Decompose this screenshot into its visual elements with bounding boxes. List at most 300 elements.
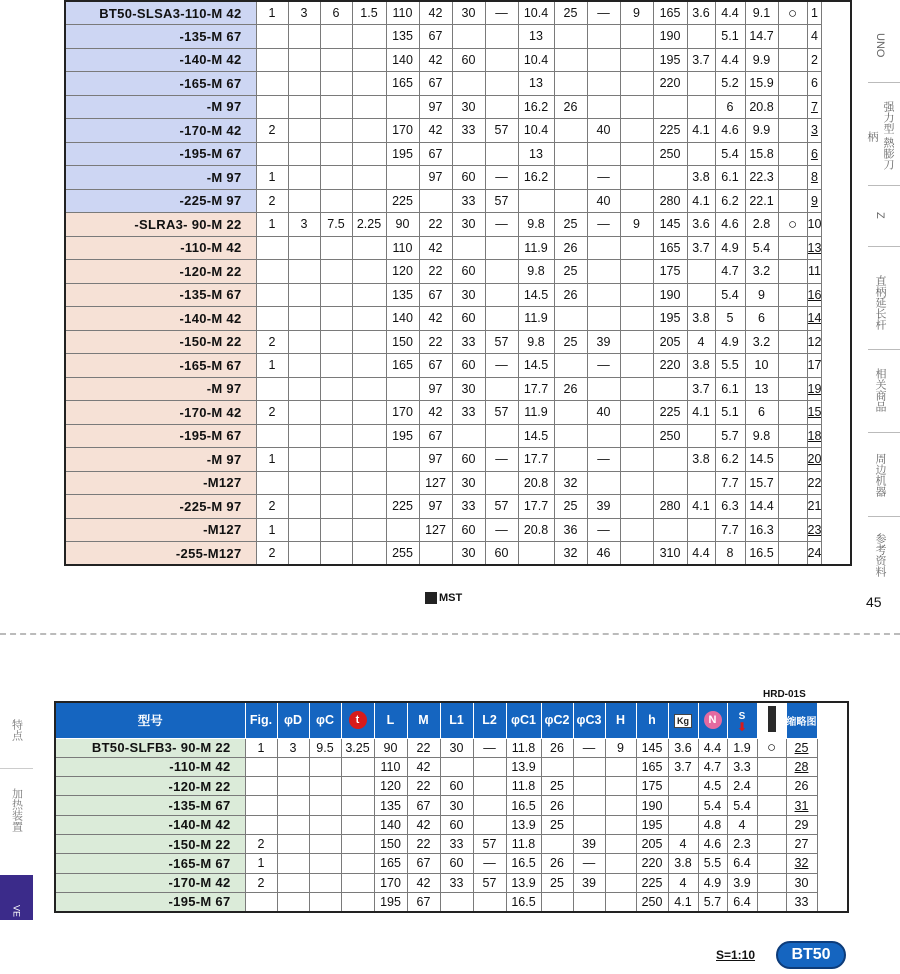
cell-h: 280 (653, 189, 687, 213)
cell-t (352, 471, 386, 495)
table-row (55, 815, 848, 834)
cell-fig (256, 307, 288, 331)
cell-c (320, 25, 352, 49)
cell-h: 220 (653, 354, 687, 378)
cell-c2: 25 (554, 495, 587, 519)
cell-l1 (452, 25, 485, 49)
cell-c (309, 796, 341, 815)
cell-fig (256, 236, 288, 260)
side-tab-reference[interactable]: 参考资料 (874, 533, 886, 577)
cell-c2 (554, 48, 587, 72)
header-n (698, 702, 727, 738)
cell-s: 6 (745, 307, 778, 331)
cell-c2: 26 (554, 95, 587, 119)
cell-d: 3 (288, 1, 320, 25)
cell-c (320, 236, 352, 260)
left-tab-heating[interactable]: 加热装置 (10, 788, 23, 832)
cell-ref[interactable]: 25 (786, 738, 817, 757)
cell-ref[interactable]: 8 (807, 166, 822, 190)
cell-m: 42 (407, 873, 440, 892)
cell-n: 7.7 (715, 518, 745, 542)
cell-h (620, 518, 653, 542)
cell-c1: 10.4 (518, 1, 554, 25)
table-row (65, 448, 851, 472)
table-row (65, 377, 851, 401)
cell-kg: 3.6 (687, 213, 715, 237)
cell-c2 (554, 401, 587, 425)
cell-fig (256, 48, 288, 72)
cell-ref[interactable]: 16 (807, 283, 822, 307)
cell-d (288, 518, 320, 542)
cell-ref[interactable]: 13 (807, 236, 822, 260)
cell-fig (256, 25, 288, 49)
side-tab-power[interactable]: 强力型 熱膨刀柄 (866, 101, 894, 171)
cell-s: 1.9 (727, 738, 757, 757)
header-d: φD (277, 702, 309, 738)
model-cell: -140-M 42 (65, 48, 256, 72)
cell-c3 (587, 377, 620, 401)
cell-fig: 1 (256, 1, 288, 25)
side-tab-uno[interactable]: UNO (874, 32, 886, 58)
cell-l2 (473, 892, 506, 911)
cell-c3: 39 (573, 834, 605, 853)
cell-c3: — (587, 518, 620, 542)
cell-d (288, 72, 320, 96)
cell-ref[interactable]: 33 (786, 892, 817, 911)
cell-ref[interactable]: 26 (786, 777, 817, 796)
cell-n: 4.6 (715, 213, 745, 237)
cell-l2: — (485, 166, 518, 190)
table-row (55, 738, 848, 757)
cell-n: 4.6 (698, 834, 727, 853)
left-tab-active[interactable] (0, 875, 33, 920)
header-model: 型号 (55, 702, 245, 738)
cell-ref[interactable]: 28 (786, 757, 817, 776)
cell-c (320, 189, 352, 213)
model-cell: -M 97 (65, 95, 256, 119)
cell-s: 6.4 (727, 854, 757, 873)
table-row (65, 1, 851, 25)
cell-t (352, 142, 386, 166)
cell-d (288, 25, 320, 49)
model-cell: BT50-SLFB3- 90-M 22 (55, 738, 245, 757)
left-tab-active-label: VE (11, 904, 22, 917)
cell-c: 7.5 (320, 213, 352, 237)
tab-divider (868, 246, 900, 247)
cell-h: 225 (636, 873, 668, 892)
cell-h (653, 166, 687, 190)
cell-ref[interactable]: 2 (807, 48, 822, 72)
cell-c1: 10.4 (518, 119, 554, 143)
model-cell: -195-M 67 (65, 424, 256, 448)
table-row (55, 757, 848, 776)
cell-c2 (554, 142, 587, 166)
cell-n: 8 (715, 542, 745, 566)
cell-s: 15.8 (745, 142, 778, 166)
cell-ref[interactable]: 23 (807, 518, 822, 542)
cell-kg: 4.1 (687, 189, 715, 213)
cell-t (352, 95, 386, 119)
cell-s: 15.7 (745, 471, 778, 495)
model-cell: -135-M 67 (55, 796, 245, 815)
cell-t (352, 189, 386, 213)
cell-t (352, 260, 386, 284)
cell-n: 5 (715, 307, 745, 331)
cell-l2 (473, 815, 506, 834)
cell-n: 5.5 (698, 854, 727, 873)
cell-h: 145 (653, 213, 687, 237)
cell-c1: 14.5 (518, 283, 554, 307)
cell-kg: 3.7 (668, 757, 698, 776)
cell-m (419, 189, 452, 213)
cell-l: 90 (374, 738, 407, 757)
cell-n: 4.8 (698, 815, 727, 834)
model-cell: -M 97 (65, 166, 256, 190)
cell-c2: 25 (554, 260, 587, 284)
cell-c3 (587, 307, 620, 331)
cell-fig (256, 471, 288, 495)
cell-c1: 9.8 (518, 330, 554, 354)
cell-s: 9.1 (745, 1, 778, 25)
cell-n: 4.6 (715, 119, 745, 143)
cell-n: 5.1 (715, 25, 745, 49)
table-row (65, 25, 851, 49)
cell-n: 6.1 (715, 166, 745, 190)
left-tab-features[interactable]: 特点 (10, 719, 23, 741)
model-cell: BT50-SLSA3-110-M 42 (65, 1, 256, 25)
cell-m: 127 (419, 518, 452, 542)
cell-ref[interactable]: 12 (807, 330, 822, 354)
cell-l2: — (473, 738, 506, 757)
cell-c2 (554, 354, 587, 378)
cell-ref[interactable]: 21 (807, 495, 822, 519)
cell-ref[interactable]: 29 (786, 815, 817, 834)
cell-c1: 14.5 (518, 354, 554, 378)
cell-l: 120 (386, 260, 419, 284)
logo-text: MST (439, 592, 463, 604)
cell-c2: 26 (541, 738, 573, 757)
cell-m: 22 (407, 738, 440, 757)
cell-s: 3.3 (727, 757, 757, 776)
tab-divider (0, 768, 33, 769)
cell-c3 (587, 471, 620, 495)
cell-d (277, 757, 309, 776)
cell-hrd (778, 377, 807, 401)
table-row (65, 236, 851, 260)
cell-ref[interactable]: 4 (807, 25, 822, 49)
cell-ref[interactable]: 15 (807, 401, 822, 425)
cell-h: 9 (620, 1, 653, 25)
cell-l1: 60 (452, 307, 485, 331)
cell-c2: 26 (541, 854, 573, 873)
cell-l2: — (473, 854, 506, 873)
cell-t (352, 542, 386, 566)
cell-ref[interactable]: 22 (807, 471, 822, 495)
cell-l1: 33 (452, 495, 485, 519)
cell-c3 (587, 25, 620, 49)
cell-fig: 2 (256, 330, 288, 354)
side-tab-z[interactable]: Z (874, 211, 886, 219)
cell-l1: 30 (440, 738, 473, 757)
cell-h: 190 (653, 283, 687, 307)
cell-kg: 3.7 (687, 236, 715, 260)
cell-c2: 26 (554, 377, 587, 401)
cell-d (277, 796, 309, 815)
cell-c1: 13 (518, 142, 554, 166)
cell-l: 165 (386, 354, 419, 378)
cell-c (320, 542, 352, 566)
model-cell: -225-M 97 (65, 189, 256, 213)
cell-s: 2.8 (745, 213, 778, 237)
cell-c (320, 283, 352, 307)
cell-h: 195 (653, 48, 687, 72)
header-l2: L2 (473, 702, 506, 738)
cell-h: 165 (636, 757, 668, 776)
cell-c3: — (587, 354, 620, 378)
cell-d (277, 815, 309, 834)
cell-t (352, 377, 386, 401)
cell-s: 2.4 (727, 777, 757, 796)
cell-ref[interactable]: 31 (786, 796, 817, 815)
cell-l2: 57 (485, 189, 518, 213)
cell-h (620, 495, 653, 519)
cell-l1: 60 (440, 777, 473, 796)
left-navigation (0, 700, 33, 974)
cell-d (288, 142, 320, 166)
model-cell: -110-M 42 (65, 236, 256, 260)
model-cell: -195-M 67 (65, 142, 256, 166)
cell-c (320, 495, 352, 519)
cell-s: 3.2 (745, 330, 778, 354)
cell-h: 250 (653, 142, 687, 166)
model-cell: -165-M 67 (65, 354, 256, 378)
cell-c1: 13.9 (506, 815, 541, 834)
cell-h (620, 448, 653, 472)
table-row (65, 260, 851, 284)
cell-m: 97 (419, 95, 452, 119)
cell-c2: 36 (554, 518, 587, 542)
model-cell: -M127 (65, 518, 256, 542)
cell-c3 (587, 424, 620, 448)
cell-kg: 4.1 (687, 401, 715, 425)
cell-h (605, 834, 636, 853)
cell-c2: 25 (554, 330, 587, 354)
cell-n: 6.2 (715, 189, 745, 213)
cell-h (620, 330, 653, 354)
cell-h (620, 401, 653, 425)
logo-square-icon (425, 592, 437, 604)
model-cell: -170-M 42 (55, 873, 245, 892)
cell-hrd (757, 854, 786, 873)
cell-h: 165 (653, 1, 687, 25)
cell-c: 9.5 (309, 738, 341, 757)
header-c: φC (309, 702, 341, 738)
cell-ref[interactable]: 10 (807, 213, 822, 237)
cell-d (277, 873, 309, 892)
cell-l2 (485, 424, 518, 448)
cell-c3: — (573, 854, 605, 873)
cell-m: 22 (407, 834, 440, 853)
cell-c2: 25 (541, 815, 573, 834)
cell-fig (256, 95, 288, 119)
cell-n: 5.4 (698, 796, 727, 815)
cell-hrd (778, 542, 807, 566)
cell-c1: 11.8 (506, 777, 541, 796)
header-fig: Fig. (245, 702, 277, 738)
cell-d: 3 (277, 738, 309, 757)
side-tab-related[interactable]: 相关商品 (874, 368, 886, 412)
cell-ref[interactable]: 7 (807, 95, 822, 119)
cell-c1: 9.8 (518, 213, 554, 237)
cell-l1: 33 (452, 401, 485, 425)
cell-l1 (452, 236, 485, 260)
tab-divider (868, 516, 900, 517)
cell-ref[interactable]: 27 (786, 834, 817, 853)
cell-n: 6.2 (715, 448, 745, 472)
hrd-device-icon (768, 706, 776, 732)
cell-c1: 20.8 (518, 471, 554, 495)
cell-n: 4.4 (715, 1, 745, 25)
cell-s: 14.7 (745, 25, 778, 49)
cell-kg: 3.7 (687, 377, 715, 401)
cell-ref[interactable]: 24 (807, 542, 822, 566)
cell-m: 42 (419, 48, 452, 72)
cell-ref[interactable]: 11 (807, 260, 822, 284)
table-row (55, 873, 848, 892)
cell-fig: 1 (245, 738, 277, 757)
cell-h (605, 796, 636, 815)
cell-h: 175 (636, 777, 668, 796)
cell-d (288, 542, 320, 566)
cell-c3 (573, 777, 605, 796)
cell-l1: 30 (452, 213, 485, 237)
cell-l: 140 (386, 307, 419, 331)
cell-c (309, 834, 341, 853)
side-tab-peripheral[interactable]: 周边机器 (874, 453, 886, 497)
cell-n: 4.7 (698, 757, 727, 776)
cell-ref[interactable]: 14 (807, 307, 822, 331)
spec-table-top (64, 0, 852, 566)
cell-hrd (757, 757, 786, 776)
side-tab-extension[interactable]: 直柄延长杆 (874, 274, 886, 330)
cell-s: 9.9 (745, 119, 778, 143)
model-cell: -140-M 42 (55, 815, 245, 834)
model-cell: -120-M 22 (55, 777, 245, 796)
cell-h: 310 (653, 542, 687, 566)
t-icon: t (349, 711, 367, 729)
cell-h (620, 377, 653, 401)
cell-l1 (452, 72, 485, 96)
cell-m: 67 (419, 354, 452, 378)
cell-h: 220 (653, 72, 687, 96)
cell-fig: 2 (256, 401, 288, 425)
cell-d (288, 189, 320, 213)
cell-m: 22 (419, 260, 452, 284)
cell-h (605, 892, 636, 911)
cell-h: 165 (653, 236, 687, 260)
cell-d: 3 (288, 213, 320, 237)
cell-c1: 11.9 (518, 236, 554, 260)
cell-h (620, 283, 653, 307)
cell-l: 90 (386, 213, 419, 237)
model-cell: -M 97 (65, 377, 256, 401)
cell-s: 4 (727, 815, 757, 834)
table-row (65, 542, 851, 566)
cell-l: 165 (386, 72, 419, 96)
cell-c (320, 260, 352, 284)
cell-ref[interactable]: 6 (807, 142, 822, 166)
cell-c (309, 815, 341, 834)
cell-fig: 1 (245, 854, 277, 873)
cell-m: 42 (407, 757, 440, 776)
cell-c (320, 142, 352, 166)
cell-ref[interactable]: 6 (807, 72, 822, 96)
cell-ref[interactable]: 3 (807, 119, 822, 143)
cell-h (620, 48, 653, 72)
cell-kg: 3.8 (687, 354, 715, 378)
cell-t (352, 119, 386, 143)
cell-ref[interactable]: 1 (807, 1, 822, 25)
cell-l: 140 (374, 815, 407, 834)
cell-fig (256, 260, 288, 284)
cell-d (288, 448, 320, 472)
cell-h: 145 (636, 738, 668, 757)
cell-s: 5.4 (727, 796, 757, 815)
cell-c1 (518, 542, 554, 566)
model-cell: -135-M 67 (65, 283, 256, 307)
page-number: 45 (866, 594, 882, 610)
cell-m: 67 (419, 283, 452, 307)
cell-l2: — (485, 1, 518, 25)
cell-ref[interactable]: 18 (807, 424, 822, 448)
cell-ref[interactable]: 30 (786, 873, 817, 892)
cell-m: 67 (407, 796, 440, 815)
cell-c2: 26 (541, 796, 573, 815)
cell-t (352, 518, 386, 542)
cell-h (620, 119, 653, 143)
cell-kg (687, 424, 715, 448)
cell-m: 22 (419, 330, 452, 354)
cell-l2 (473, 777, 506, 796)
cell-d (288, 95, 320, 119)
table-row (65, 330, 851, 354)
cell-c2 (541, 892, 573, 911)
cell-l2 (485, 471, 518, 495)
cell-c3: — (587, 1, 620, 25)
cell-t (341, 796, 374, 815)
cell-kg: 4.4 (687, 542, 715, 566)
model-cell: -195-M 67 (55, 892, 245, 911)
cell-n: 5.5 (715, 354, 745, 378)
cell-ref[interactable]: 17 (807, 354, 822, 378)
cell-ref[interactable]: 32 (786, 854, 817, 873)
cell-h (620, 236, 653, 260)
cell-ref[interactable]: 9 (807, 189, 822, 213)
cell-m: 67 (419, 72, 452, 96)
cell-d (288, 330, 320, 354)
cell-fig (245, 796, 277, 815)
cell-l1: 30 (440, 796, 473, 815)
cell-fig: 2 (256, 542, 288, 566)
cell-ref[interactable]: 19 (807, 377, 822, 401)
cell-n: 4.4 (715, 48, 745, 72)
cell-ref[interactable]: 20 (807, 448, 822, 472)
cell-l1: 60 (452, 518, 485, 542)
cell-hrd (778, 48, 807, 72)
cell-l: 135 (374, 796, 407, 815)
cell-m: 127 (419, 471, 452, 495)
cell-hrd: ○ (778, 1, 807, 25)
